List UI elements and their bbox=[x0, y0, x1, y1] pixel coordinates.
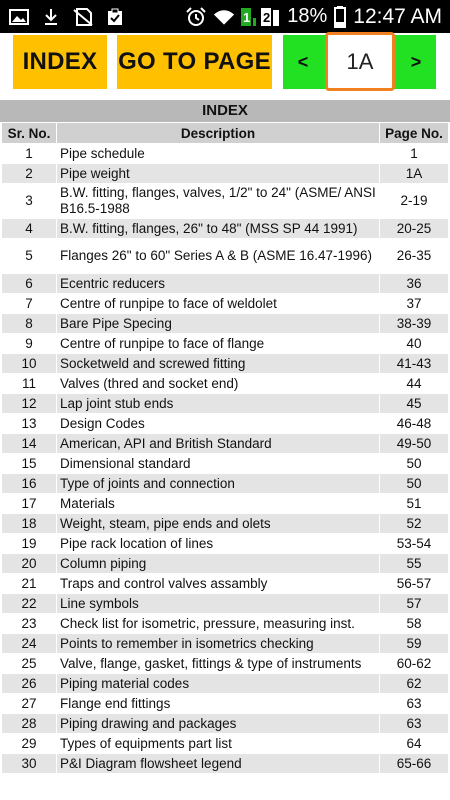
table-row[interactable] bbox=[2, 534, 449, 554]
row-description: Points to remember in isometrics checking bbox=[57, 634, 380, 654]
row-description: Valve, flange, gasket, fittings & type of instruments bbox=[57, 654, 380, 674]
row-sr-no: 19 bbox=[2, 534, 57, 554]
page-number-input[interactable] bbox=[325, 32, 395, 91]
row-description: Check list for isometric, pressure, measuring inst. bbox=[57, 614, 380, 634]
row-sr-no: 10 bbox=[2, 354, 57, 374]
clock: 12:47 AM bbox=[353, 4, 442, 28]
table-header-row bbox=[2, 123, 449, 144]
signal-icon bbox=[241, 8, 281, 26]
row-description: Piping drawing and packages bbox=[57, 714, 380, 734]
row-page-no: 60-62 bbox=[380, 654, 449, 674]
row-description: Pipe rack location of lines bbox=[57, 534, 380, 554]
row-page-no: 2-19 bbox=[380, 184, 449, 219]
row-sr-no: 22 bbox=[2, 594, 57, 614]
table-row[interactable] bbox=[2, 354, 449, 374]
toolbar bbox=[0, 33, 450, 99]
row-sr-no: 21 bbox=[2, 574, 57, 594]
row-description: Valves (thred and socket end) bbox=[57, 374, 380, 394]
alarm-icon bbox=[185, 8, 207, 26]
table-row[interactable] bbox=[2, 219, 449, 239]
row-sr-no: 30 bbox=[2, 754, 57, 774]
table-row[interactable] bbox=[2, 654, 449, 674]
row-description: Design Codes bbox=[57, 414, 380, 434]
row-description: Piping material codes bbox=[57, 674, 380, 694]
table-row[interactable] bbox=[2, 274, 449, 294]
table-row[interactable] bbox=[2, 474, 449, 494]
table-row[interactable] bbox=[2, 574, 449, 594]
row-description: Socketweld and screwed fitting bbox=[57, 354, 380, 374]
table-row[interactable] bbox=[2, 334, 449, 354]
row-sr-no: 5 bbox=[2, 239, 57, 274]
table-row[interactable] bbox=[2, 634, 449, 654]
row-page-no: 40 bbox=[380, 334, 449, 354]
row-page-no: 58 bbox=[380, 614, 449, 634]
row-sr-no: 12 bbox=[2, 394, 57, 414]
column-header-page-no: Page No. bbox=[380, 123, 449, 144]
table-row[interactable] bbox=[2, 434, 449, 454]
row-description: P&I Diagram flowsheet legend bbox=[57, 754, 380, 774]
sim-off-icon bbox=[72, 8, 94, 26]
row-page-no: 65-66 bbox=[380, 754, 449, 774]
row-description: B.W. fitting, flanges, valves, 1/2" to 24" (ASME/ ANSI B16.5-1988 bbox=[57, 184, 380, 219]
clipboard-icon bbox=[104, 8, 126, 26]
row-page-no: 46-48 bbox=[380, 414, 449, 434]
row-page-no: 50 bbox=[380, 454, 449, 474]
row-sr-no: 20 bbox=[2, 554, 57, 574]
table-row[interactable] bbox=[2, 554, 449, 574]
table-row[interactable] bbox=[2, 374, 449, 394]
previous-page-button[interactable]: < bbox=[297, 51, 309, 72]
table-row[interactable] bbox=[2, 674, 449, 694]
row-description: Ecentric reducers bbox=[57, 274, 380, 294]
row-sr-no: 27 bbox=[2, 694, 57, 714]
row-page-no: 1 bbox=[380, 144, 449, 164]
index-table-body bbox=[2, 144, 449, 774]
index-table bbox=[1, 122, 449, 774]
table-row[interactable] bbox=[2, 294, 449, 314]
row-page-no: 52 bbox=[380, 514, 449, 534]
row-page-no: 38-39 bbox=[380, 314, 449, 334]
row-page-no: 20-25 bbox=[380, 219, 449, 239]
table-row[interactable] bbox=[2, 164, 449, 184]
row-sr-no: 3 bbox=[2, 184, 57, 219]
row-sr-no: 9 bbox=[2, 334, 57, 354]
index-button[interactable]: INDEX bbox=[13, 35, 107, 89]
row-description: Types of equipments part list bbox=[57, 734, 380, 754]
row-sr-no: 18 bbox=[2, 514, 57, 534]
table-row[interactable] bbox=[2, 694, 449, 714]
row-description: Lap joint stub ends bbox=[57, 394, 380, 414]
row-description: American, API and British Standard bbox=[57, 434, 380, 454]
page-navigator bbox=[283, 35, 436, 89]
row-description: Type of joints and connection bbox=[57, 474, 380, 494]
row-sr-no: 2 bbox=[2, 164, 57, 184]
sim2-label: 2 bbox=[263, 9, 271, 25]
row-page-no: 50 bbox=[380, 474, 449, 494]
row-description: Centre of runpipe to face of weldolet bbox=[57, 294, 380, 314]
table-row[interactable] bbox=[2, 454, 449, 474]
row-sr-no: 6 bbox=[2, 274, 57, 294]
row-page-no: 64 bbox=[380, 734, 449, 754]
row-page-no: 57 bbox=[380, 594, 449, 614]
sim1-label: 1 bbox=[243, 9, 251, 25]
table-row[interactable] bbox=[2, 714, 449, 734]
row-description: Pipe weight bbox=[57, 164, 380, 184]
table-row[interactable] bbox=[2, 494, 449, 514]
go-to-page-button[interactable]: GO TO PAGE bbox=[117, 35, 272, 89]
row-page-no: 59 bbox=[380, 634, 449, 654]
row-sr-no: 1 bbox=[2, 144, 57, 164]
row-page-no: 1A bbox=[380, 164, 449, 184]
battery-percent: 18% bbox=[287, 5, 328, 27]
row-description: Line symbols bbox=[57, 594, 380, 614]
row-sr-no: 8 bbox=[2, 314, 57, 334]
row-page-no: 55 bbox=[380, 554, 449, 574]
row-page-no: 53-54 bbox=[380, 534, 449, 554]
row-sr-no: 13 bbox=[2, 414, 57, 434]
status-bar bbox=[0, 0, 450, 33]
row-sr-no: 7 bbox=[2, 294, 57, 314]
battery-icon bbox=[333, 8, 347, 26]
table-row[interactable] bbox=[2, 314, 449, 334]
table-row[interactable] bbox=[2, 394, 449, 414]
row-page-no: 36 bbox=[380, 274, 449, 294]
row-description: Traps and control valves assambly bbox=[57, 574, 380, 594]
table-row[interactable] bbox=[2, 239, 449, 274]
row-sr-no: 11 bbox=[2, 374, 57, 394]
row-page-no: 56-57 bbox=[380, 574, 449, 594]
wifi-icon bbox=[213, 8, 235, 26]
table-row[interactable] bbox=[2, 594, 449, 614]
row-description: Flange end fittings bbox=[57, 694, 380, 714]
column-header-description: Description bbox=[57, 123, 380, 144]
row-sr-no: 29 bbox=[2, 734, 57, 754]
row-sr-no: 17 bbox=[2, 494, 57, 514]
row-description: Column piping bbox=[57, 554, 380, 574]
row-page-no: 26-35 bbox=[380, 239, 449, 274]
table-row[interactable] bbox=[2, 614, 449, 634]
image-icon bbox=[8, 8, 30, 26]
table-row[interactable] bbox=[2, 514, 449, 534]
row-description: Pipe schedule bbox=[57, 144, 380, 164]
row-description: Flanges 26" to 60" Series A & B (ASME 16.47-1996) bbox=[57, 239, 380, 274]
row-page-no: 41-43 bbox=[380, 354, 449, 374]
table-row[interactable] bbox=[2, 184, 449, 219]
row-page-no: 62 bbox=[380, 674, 449, 694]
row-description: Centre of runpipe to face of flange bbox=[57, 334, 380, 354]
row-description: B.W. fitting, flanges, 26" to 48" (MSS SP 44 1991) bbox=[57, 219, 380, 239]
row-sr-no: 24 bbox=[2, 634, 57, 654]
row-description: Bare Pipe Specing bbox=[57, 314, 380, 334]
row-page-no: 44 bbox=[380, 374, 449, 394]
row-description: Weight, steam, pipe ends and olets bbox=[57, 514, 380, 534]
row-description: Dimensional standard bbox=[57, 454, 380, 474]
row-sr-no: 4 bbox=[2, 219, 57, 239]
row-sr-no: 14 bbox=[2, 434, 57, 454]
row-sr-no: 25 bbox=[2, 654, 57, 674]
table-row[interactable] bbox=[2, 754, 449, 774]
row-page-no: 45 bbox=[380, 394, 449, 414]
row-page-no: 49-50 bbox=[380, 434, 449, 454]
row-page-no: 37 bbox=[380, 294, 449, 314]
row-sr-no: 28 bbox=[2, 714, 57, 734]
row-sr-no: 26 bbox=[2, 674, 57, 694]
table-row[interactable] bbox=[2, 734, 449, 754]
column-header-sr-no: Sr. No. bbox=[2, 123, 57, 144]
row-sr-no: 15 bbox=[2, 454, 57, 474]
next-page-button[interactable]: > bbox=[410, 51, 422, 72]
table-row[interactable] bbox=[2, 414, 449, 434]
table-row[interactable] bbox=[2, 144, 449, 164]
row-sr-no: 16 bbox=[2, 474, 57, 494]
row-description: Materials bbox=[57, 494, 380, 514]
row-page-no: 63 bbox=[380, 694, 449, 714]
row-page-no: 63 bbox=[380, 714, 449, 734]
index-title: INDEX bbox=[0, 100, 450, 122]
download-icon bbox=[40, 8, 62, 26]
row-page-no: 51 bbox=[380, 494, 449, 514]
row-sr-no: 23 bbox=[2, 614, 57, 634]
